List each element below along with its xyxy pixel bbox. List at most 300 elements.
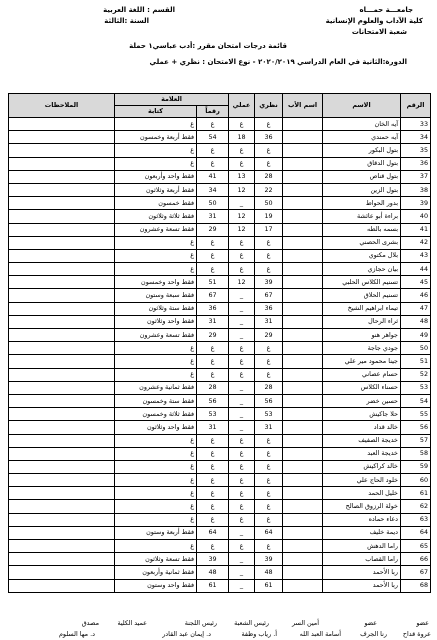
theory-grade: 67	[255, 289, 283, 302]
signature-title: عضو	[364, 619, 377, 627]
practical-grade: غ	[229, 355, 255, 368]
row-number: 50	[401, 342, 431, 355]
father-name	[283, 421, 323, 434]
theory-grade: 31	[255, 315, 283, 328]
notes-cell	[9, 434, 115, 447]
table-row	[9, 579, 431, 592]
table-row	[9, 526, 431, 539]
notes-cell	[9, 144, 115, 157]
father-name	[283, 144, 323, 157]
father-name	[283, 394, 323, 407]
theory-grade: 36	[255, 131, 283, 144]
row-number: 52	[401, 368, 431, 381]
student-name: خالد كراكيش	[323, 460, 401, 473]
signature-title: أمين السر	[292, 619, 319, 627]
notes-cell	[9, 487, 115, 500]
row-number: 42	[401, 236, 431, 249]
total-digits: غ	[197, 342, 229, 355]
notes-cell	[9, 131, 115, 144]
total-digits: غ	[197, 157, 229, 170]
table-row	[9, 421, 431, 434]
practical-grade: غ	[229, 474, 255, 487]
notes-cell	[9, 513, 115, 526]
notes-cell	[9, 421, 115, 434]
theory-grade: 64	[255, 526, 283, 539]
father-name	[283, 368, 323, 381]
theory-grade: 53	[255, 408, 283, 421]
header-notes: الملاحظات	[9, 94, 115, 118]
father-name	[283, 131, 323, 144]
total-words: غ	[115, 249, 197, 262]
practical-grade: 12	[229, 183, 255, 196]
total-words: فقط واحد وأربعون	[115, 170, 197, 183]
total-digits: غ	[197, 118, 229, 131]
row-number: 40	[401, 210, 431, 223]
table-row	[9, 434, 431, 447]
theory-grade: غ	[255, 368, 283, 381]
practical-grade: _	[229, 553, 255, 566]
practical-grade: غ	[229, 500, 255, 513]
notes-cell	[9, 118, 115, 131]
total-words: فقط واحد وستون	[115, 579, 197, 592]
row-number: 49	[401, 329, 431, 342]
notes-cell	[9, 289, 115, 302]
total-words: فقط تسعة وعشرون	[115, 329, 197, 342]
table-row	[9, 302, 431, 315]
total-words: غ	[115, 487, 197, 500]
student-name: ثراء الرحال	[323, 315, 401, 328]
signature-title: عميد الكلية	[117, 619, 147, 627]
table-row	[9, 368, 431, 381]
table-row	[9, 447, 431, 460]
total-digits: 64	[197, 526, 229, 539]
practical-grade: _	[229, 315, 255, 328]
theory-grade: 19	[255, 210, 283, 223]
row-number: 58	[401, 447, 431, 460]
student-name: جينا محمود مير علي	[323, 355, 401, 368]
total-words: غ	[115, 263, 197, 276]
table-row	[9, 487, 431, 500]
header-words: كتابة	[115, 106, 197, 118]
row-number: 37	[401, 170, 431, 183]
theory-grade: 61	[255, 579, 283, 592]
table-row	[9, 474, 431, 487]
total-digits: 29	[197, 329, 229, 342]
row-number: 51	[401, 355, 431, 368]
notes-cell	[9, 170, 115, 183]
total-words: غ	[115, 157, 197, 170]
notes-cell	[9, 236, 115, 249]
table-row	[9, 276, 431, 289]
father-name	[283, 540, 323, 553]
total-digits: 51	[197, 276, 229, 289]
notes-cell	[9, 381, 115, 394]
notes-cell	[9, 249, 115, 262]
table-row	[9, 223, 431, 236]
faculty-name: كلية الآداب والعلوم الإنسانية	[325, 17, 423, 25]
theory-grade: غ	[255, 500, 283, 513]
practical-grade: 13	[229, 170, 255, 183]
total-digits: غ	[197, 144, 229, 157]
total-digits: 31	[197, 210, 229, 223]
theory-grade: غ	[255, 460, 283, 473]
practical-grade: _	[229, 302, 255, 315]
total-digits: غ	[197, 236, 229, 249]
practical-grade: 12	[229, 276, 255, 289]
total-digits: غ	[197, 474, 229, 487]
student-name: خديجة العبد	[323, 447, 401, 460]
practical-grade: غ	[229, 263, 255, 276]
student-name: بسمه بالطه	[323, 223, 401, 236]
total-words: فقط ثمانية وأربعون	[115, 566, 197, 579]
theory-grade: 28	[255, 381, 283, 394]
theory-grade: غ	[255, 249, 283, 262]
student-name: تسنيم الحلاق	[323, 289, 401, 302]
notes-cell	[9, 329, 115, 342]
practical-grade: _	[229, 394, 255, 407]
student-name: آيه حمندي	[323, 131, 401, 144]
row-number: 62	[401, 500, 431, 513]
father-name	[283, 249, 323, 262]
theory-grade: غ	[255, 487, 283, 500]
student-name: حسام عصاني	[323, 368, 401, 381]
father-name	[283, 157, 323, 170]
table-row	[9, 566, 431, 579]
total-words: غ	[115, 540, 197, 553]
row-number: 54	[401, 394, 431, 407]
table-row	[9, 408, 431, 421]
notes-cell	[9, 447, 115, 460]
theory-grade: 29	[255, 329, 283, 342]
row-number: 57	[401, 434, 431, 447]
total-words: فقط ستة وثلاثون	[115, 302, 197, 315]
signature-title: رئيس الشعبة	[234, 619, 269, 627]
practical-grade: غ	[229, 342, 255, 355]
student-name: خولة الرزوق الصالح	[323, 500, 401, 513]
total-words: فقط تسعة وثلاثون	[115, 553, 197, 566]
father-name	[283, 526, 323, 539]
total-words: غ	[115, 355, 197, 368]
notes-cell	[9, 394, 115, 407]
theory-grade: 17	[255, 223, 283, 236]
header-father: اسم الأب	[283, 94, 323, 118]
row-number: 36	[401, 157, 431, 170]
practical-grade: غ	[229, 434, 255, 447]
notes-cell	[9, 553, 115, 566]
notes-cell	[9, 368, 115, 381]
table-row	[9, 540, 431, 553]
total-words: غ	[115, 236, 197, 249]
student-name: راما الدهش	[323, 540, 401, 553]
notes-cell	[9, 342, 115, 355]
father-name	[283, 118, 323, 131]
father-name	[283, 342, 323, 355]
signature-title: عضو	[416, 619, 429, 627]
table-row	[9, 210, 431, 223]
father-name	[283, 355, 323, 368]
practical-grade: غ	[229, 447, 255, 460]
notes-cell	[9, 223, 115, 236]
student-name: حلا جاكيش	[323, 408, 401, 421]
row-number: 67	[401, 566, 431, 579]
total-words: غ	[115, 342, 197, 355]
total-digits: 34	[197, 183, 229, 196]
notes-cell	[9, 302, 115, 315]
total-words: فقط واحد وثلاثون	[115, 315, 197, 328]
theory-grade: غ	[255, 263, 283, 276]
theory-grade: 28	[255, 170, 283, 183]
department: القسم : اللغة العربية	[103, 6, 175, 14]
father-name	[283, 460, 323, 473]
university-name: جامعـــة حمـــاه	[359, 6, 413, 14]
theory-grade: غ	[255, 434, 283, 447]
notes-cell	[9, 566, 115, 579]
practical-grade: غ	[229, 540, 255, 553]
practical-grade: _	[229, 329, 255, 342]
row-number: 38	[401, 183, 431, 196]
father-name	[283, 276, 323, 289]
table-row	[9, 144, 431, 157]
total-digits: غ	[197, 434, 229, 447]
practical-grade: غ	[229, 144, 255, 157]
student-name: بتول الزين	[323, 183, 401, 196]
row-number: 35	[401, 144, 431, 157]
theory-grade: 39	[255, 276, 283, 289]
notes-cell	[9, 540, 115, 553]
student-name: خديجة الصفيف	[323, 434, 401, 447]
total-digits: غ	[197, 263, 229, 276]
total-words: غ	[115, 368, 197, 381]
header-name: الاسم	[323, 94, 401, 118]
notes-cell	[9, 197, 115, 210]
student-name: جواهر هنو	[323, 329, 401, 342]
total-words: فقط أربعة وستون	[115, 526, 197, 539]
exam-office: شعبة الامتحانات	[351, 28, 407, 36]
father-name	[283, 302, 323, 315]
father-name	[283, 487, 323, 500]
father-name	[283, 566, 323, 579]
notes-cell	[9, 263, 115, 276]
total-words: فقط ثلاثة وخمسون	[115, 408, 197, 421]
student-name: بتول قناص	[323, 170, 401, 183]
total-digits: غ	[197, 540, 229, 553]
signature-title: رئيس اللجنة	[184, 619, 217, 627]
student-name: بدور الحواط	[323, 197, 401, 210]
table-row	[9, 183, 431, 196]
notes-cell	[9, 355, 115, 368]
student-name: بيان حجازي	[323, 263, 401, 276]
total-words: غ	[115, 144, 197, 157]
father-name	[283, 381, 323, 394]
theory-grade: غ	[255, 144, 283, 157]
practical-grade: _	[229, 579, 255, 592]
theory-grade: 31	[255, 421, 283, 434]
row-number: 61	[401, 487, 431, 500]
student-name: ربا الأحمد	[323, 566, 401, 579]
student-name: براءة أبو عائشة	[323, 210, 401, 223]
table-row	[9, 170, 431, 183]
notes-cell	[9, 408, 115, 421]
theory-grade: 50	[255, 197, 283, 210]
table-row	[9, 553, 431, 566]
student-name: حسناء الكلاس	[323, 381, 401, 394]
student-name: دعاء حماده	[323, 513, 401, 526]
practical-grade: _	[229, 421, 255, 434]
total-words: فقط ستة وخمسون	[115, 394, 197, 407]
student-name: راما القصاب	[323, 553, 401, 566]
header-theory: نظري	[255, 94, 283, 118]
father-name	[283, 447, 323, 460]
total-digits: غ	[197, 460, 229, 473]
table-row	[9, 394, 431, 407]
theory-grade: غ	[255, 540, 283, 553]
theory-grade: غ	[255, 342, 283, 355]
practical-grade: غ	[229, 236, 255, 249]
row-number: 45	[401, 276, 431, 289]
father-name	[283, 500, 323, 513]
theory-grade: 36	[255, 302, 283, 315]
student-name: بشرى الحصني	[323, 236, 401, 249]
student-name: ربا الأحمد	[323, 579, 401, 592]
father-name	[283, 513, 323, 526]
table-row	[9, 236, 431, 249]
notes-cell	[9, 315, 115, 328]
total-digits: 31	[197, 421, 229, 434]
total-words: فقط تسعة وعشرون	[115, 223, 197, 236]
signature-name: عروة قداح	[402, 630, 431, 638]
row-number: 43	[401, 249, 431, 262]
theory-grade: 48	[255, 566, 283, 579]
practical-grade: _	[229, 408, 255, 421]
row-number: 47	[401, 302, 431, 315]
father-name	[283, 183, 323, 196]
student-name: خليل الحمد	[323, 487, 401, 500]
student-name: ديمة خليف	[323, 526, 401, 539]
theory-grade: غ	[255, 236, 283, 249]
total-words: غ	[115, 500, 197, 513]
row-number: 53	[401, 381, 431, 394]
practical-grade: غ	[229, 249, 255, 262]
practical-grade: غ	[229, 487, 255, 500]
notes-cell	[9, 500, 115, 513]
notes-cell	[9, 183, 115, 196]
father-name	[283, 553, 323, 566]
total-digits: 53	[197, 408, 229, 421]
total-digits: 29	[197, 223, 229, 236]
notes-cell	[9, 460, 115, 473]
table-row	[9, 342, 431, 355]
row-number: 48	[401, 315, 431, 328]
total-words: غ	[115, 513, 197, 526]
practical-grade: 12	[229, 210, 255, 223]
total-words: غ	[115, 447, 197, 460]
total-words: غ	[115, 434, 197, 447]
father-name	[283, 236, 323, 249]
theory-grade: غ	[255, 513, 283, 526]
total-digits: غ	[197, 513, 229, 526]
row-number: 63	[401, 513, 431, 526]
list-title: قائمة درجات امتحان مقرر :أدب عباسي١ حملة	[129, 42, 287, 50]
student-name: بتول البكور	[323, 144, 401, 157]
total-digits: 67	[197, 289, 229, 302]
total-words: فقط خمسون	[115, 197, 197, 210]
total-digits: غ	[197, 500, 229, 513]
student-name: تسنيم الكلاس الحلبي	[323, 276, 401, 289]
student-name: تيماء ابراهيم الشيخ	[323, 302, 401, 315]
table-row	[9, 157, 431, 170]
header-grade: العلامة	[115, 94, 229, 106]
notes-cell	[9, 157, 115, 170]
father-name	[283, 474, 323, 487]
total-digits: 56	[197, 394, 229, 407]
notes-cell	[9, 579, 115, 592]
father-name	[283, 197, 323, 210]
row-number: 41	[401, 223, 431, 236]
practical-grade: غ	[229, 368, 255, 381]
total-digits: غ	[197, 487, 229, 500]
practical-grade: 18	[229, 131, 255, 144]
row-number: 59	[401, 460, 431, 473]
total-words: فقط أربعة وثلاثون	[115, 183, 197, 196]
notes-cell	[9, 210, 115, 223]
practical-grade: _	[229, 381, 255, 394]
table-row	[9, 513, 431, 526]
table-row	[9, 315, 431, 328]
row-number: 34	[401, 131, 431, 144]
student-name: جودي جاجة	[323, 342, 401, 355]
row-number: 60	[401, 474, 431, 487]
theory-grade: غ	[255, 474, 283, 487]
father-name	[283, 434, 323, 447]
father-name	[283, 315, 323, 328]
row-number: 68	[401, 579, 431, 592]
practical-grade: غ	[229, 157, 255, 170]
table-row	[9, 355, 431, 368]
total-digits: 48	[197, 566, 229, 579]
theory-grade: غ	[255, 157, 283, 170]
signature-name: رنا الجرف	[360, 630, 387, 638]
total-words: فقط واحد وخمسون	[115, 276, 197, 289]
total-digits: 31	[197, 315, 229, 328]
notes-cell	[9, 474, 115, 487]
theory-grade: غ	[255, 355, 283, 368]
table-row	[9, 460, 431, 473]
total-digits: غ	[197, 447, 229, 460]
practical-grade: _	[229, 566, 255, 579]
year: السنة :الثالثة	[104, 17, 149, 25]
table-row	[9, 131, 431, 144]
row-number: 55	[401, 408, 431, 421]
signature-name: د. مها السلوم	[58, 630, 95, 638]
notes-cell	[9, 276, 115, 289]
header-practical: عملي	[229, 94, 255, 118]
total-digits: غ	[197, 368, 229, 381]
signature-title: مصدق	[81, 619, 99, 627]
practical-grade: _	[229, 197, 255, 210]
total-words: فقط ثلاثة وثلاثون	[115, 210, 197, 223]
theory-grade: 22	[255, 183, 283, 196]
table-row	[9, 381, 431, 394]
total-words: فقط سبعة وستون	[115, 289, 197, 302]
father-name	[283, 289, 323, 302]
student-name: خالد قداد	[323, 421, 401, 434]
row-number: 33	[401, 118, 431, 131]
row-number: 65	[401, 540, 431, 553]
theory-grade: غ	[255, 447, 283, 460]
theory-grade: غ	[255, 118, 283, 131]
table-row	[9, 118, 431, 131]
term-info: الدورة:الثانية في العام الدراسي ٢٠٢٠/٢٠١٩ - نوع الامتحان : نظري + عملي	[149, 58, 407, 66]
